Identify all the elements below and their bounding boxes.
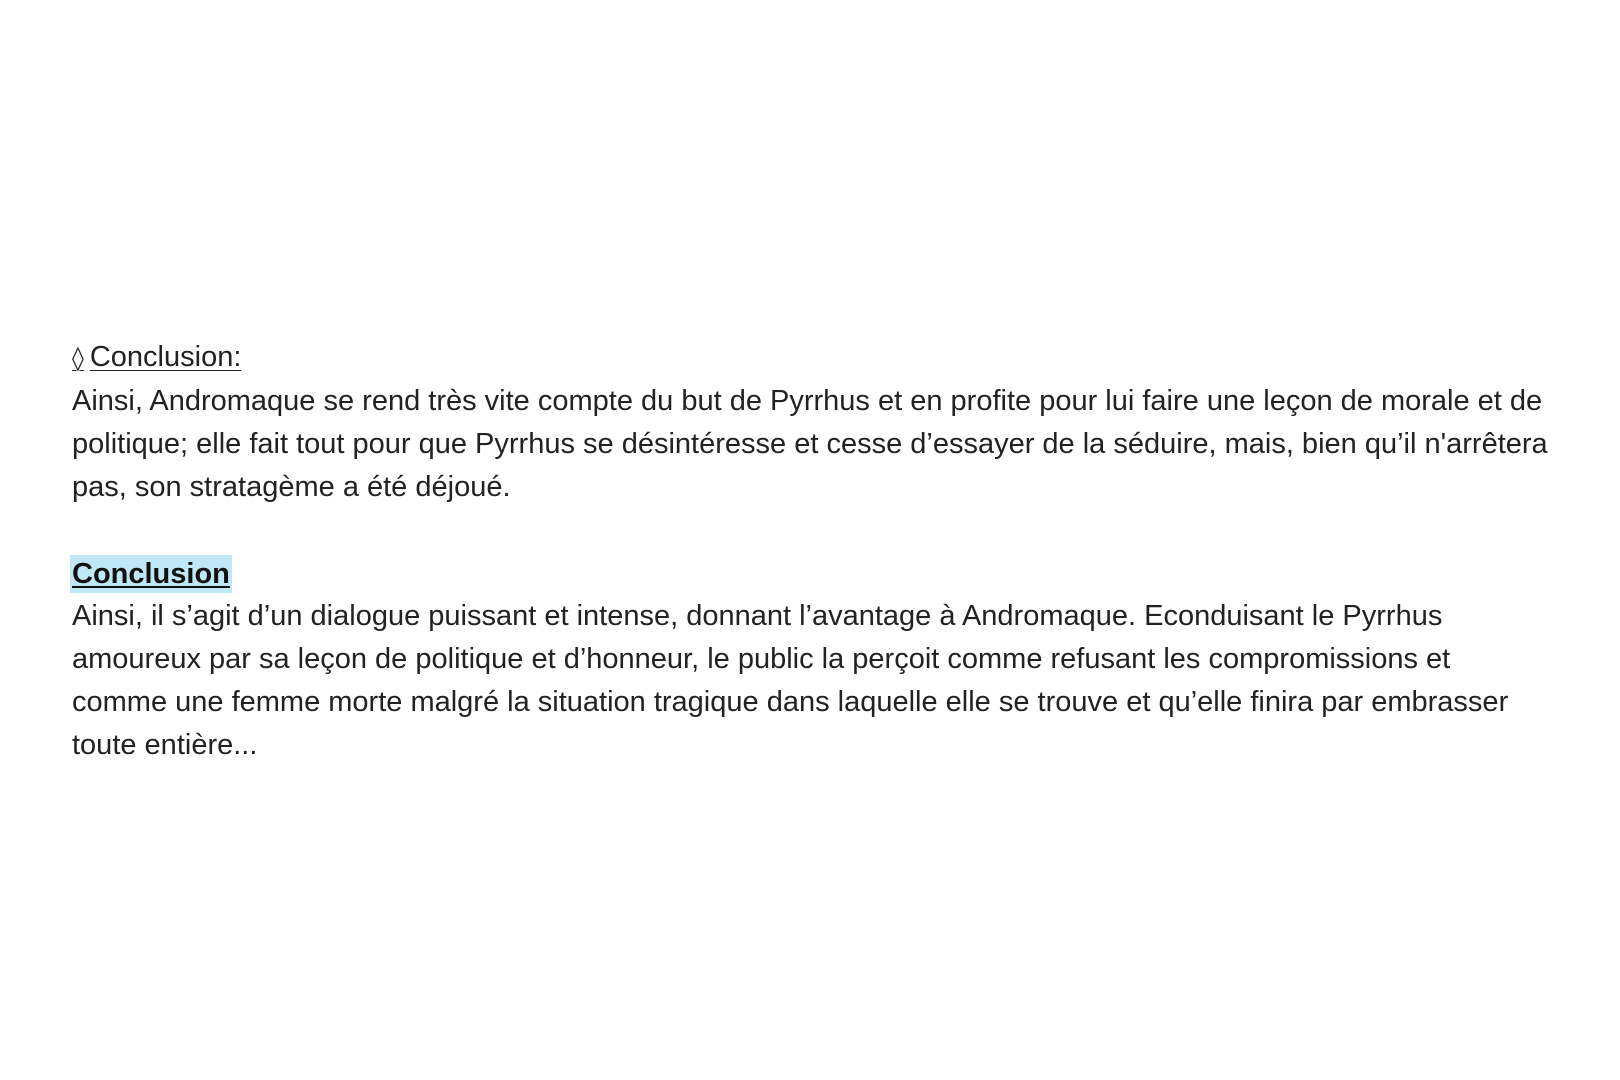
conclusion-section-1: [72, 336, 1552, 509]
section-paragraph: Ainsi, il s’agit d’un dialogue puissant et intense, donnant l’avantage à Andromaque. Econduisant le Pyrrhus amoureux par sa leçon de politique et d’honneur, le public la perçoit comme refusant les compromissions et comme une femme morte malgré la situation tragique dans laquelle elle se trouve et qu’elle finira par embrasser toute entière...: [72, 600, 1509, 761]
highlighted-heading: Conclusion: [70, 555, 232, 593]
conclusion-section-2: [72, 552, 1552, 767]
section-heading-text: Conclusion:: [89, 341, 242, 373]
document-page: [72, 336, 1552, 767]
section-heading: [72, 336, 1552, 380]
section-paragraph: Ainsi, Andromaque se rend très vite compte du but de Pyrrhus et en profite pour lui faire une leçon de morale et de politique; elle fait tout pour que Pyrrhus se désintéresse et cesse d’essayer de la séduire, mais, bien qu’il n'arrêtera pas, son stratagème a été déjoué.: [72, 385, 1548, 503]
paragraph-spacer: [72, 509, 1552, 552]
diamond-icon: ◊: [72, 344, 84, 372]
